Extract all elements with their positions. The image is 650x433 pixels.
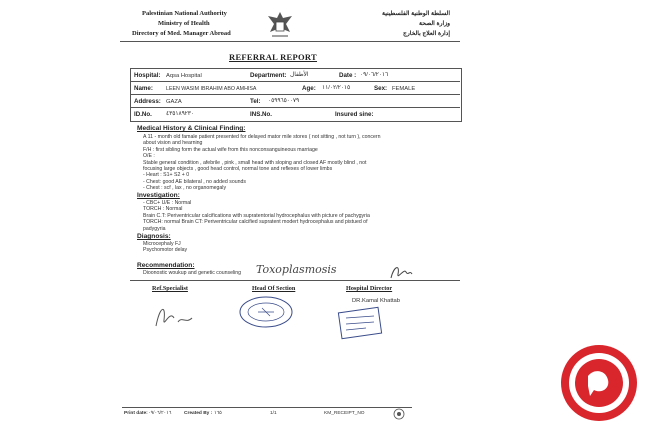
age-value: ١١/٠٢/٢٠١٥ bbox=[322, 85, 351, 91]
history-heading: Medical History & Clinical Finding: bbox=[137, 125, 246, 132]
diagnosis-text bbox=[143, 241, 343, 254]
idno-label: ID.No. bbox=[134, 111, 152, 118]
sex-value: FEMALE bbox=[392, 86, 416, 92]
page-number: 1/1 bbox=[270, 411, 277, 416]
insno-label: INS.No. bbox=[250, 111, 273, 118]
directory-en: Directory of Med. Manager Abroad bbox=[132, 30, 231, 37]
department-label: Department: bbox=[250, 72, 287, 79]
tel-label: Tel: bbox=[250, 98, 261, 105]
specialist-label: Ref.Specialist bbox=[152, 285, 188, 292]
history-line: focusing large objects , good head control, normal tone and reflexes of lower limbs bbox=[143, 166, 333, 173]
address-value: GAZA bbox=[166, 99, 182, 105]
handwritten-toxoplasmosis: Toxoplasmosis bbox=[256, 263, 337, 276]
hospital-label: Hospital: bbox=[134, 72, 161, 79]
specialist-signature-icon bbox=[150, 296, 200, 336]
report-title: REFERRAL REPORT bbox=[229, 52, 318, 62]
directory-ar: إدارة العلاج بالخارج bbox=[402, 31, 450, 37]
investigation-line: - CBC+ U/E : Normal bbox=[143, 200, 192, 206]
footer-divider bbox=[122, 407, 412, 408]
insured-label: Insured sine: bbox=[335, 111, 374, 118]
print-date-value: ٠٩/٠٦/٢٠١٦ bbox=[148, 411, 172, 416]
age-label: Age: bbox=[302, 85, 316, 92]
investigation-line: TORCH: normal Brain CT: Periventricular calcified supratent modert hydrocephalus and pistued of bbox=[143, 219, 368, 226]
diagnosis-line: Microcephaly FJ bbox=[143, 241, 181, 247]
name-label: Name: bbox=[134, 85, 153, 92]
diagnosis-heading: Diagnosis: bbox=[137, 233, 171, 240]
director-name: DR.Kamal Khattab bbox=[352, 298, 401, 304]
red-logo-icon bbox=[558, 342, 640, 424]
diagnosis-line: Psychomotor delay bbox=[143, 247, 188, 254]
print-date-label: Print date: bbox=[124, 411, 148, 416]
history-line: Stable general condition , afebrile , pink , small head with sloping and closed AF mostly blind , not bbox=[143, 159, 367, 166]
investigation-line: Brain C.T: Periventricular calcifications with supratentorial hydrocephalus with picture of pachygyria bbox=[143, 212, 370, 219]
name-value: LEEN WASIM IBRAHIM ABO AMHISA bbox=[166, 86, 257, 92]
director-label: Hospital Director bbox=[346, 285, 393, 292]
footer-logo-icon bbox=[392, 408, 406, 420]
created-by-label: Created By : bbox=[184, 411, 213, 416]
recommendation-divider bbox=[130, 280, 460, 281]
history-text bbox=[143, 134, 448, 192]
created-by-value: ١٦٥ bbox=[214, 411, 222, 416]
idno-value: ٤٣٥١٨٩٢٣٠ bbox=[166, 111, 195, 117]
sex-label: Sex: bbox=[374, 85, 388, 92]
hospital-value: Aqsa Hospital bbox=[166, 73, 202, 79]
ministry-ar: وزارة الصحة bbox=[419, 21, 450, 27]
recommendation-text: Dioonostic woukup and genetic counseling bbox=[143, 270, 242, 276]
hospital-stamp-icon bbox=[236, 292, 296, 332]
history-line: - Chest: good AE bilateral , no added sounds bbox=[143, 178, 246, 185]
investigation-heading: Investigation: bbox=[137, 192, 180, 199]
receipt-number: KM_RECEIPT_NO bbox=[324, 411, 365, 416]
director-signature-icon bbox=[388, 262, 414, 284]
authority-ar: السلطة الوطنية الفلسطينية bbox=[382, 11, 450, 17]
ministry-stamp-icon bbox=[336, 306, 384, 342]
history-line: - Heart : S1+ S2 + 0 bbox=[143, 172, 190, 179]
tel-value: ٠٥٩٩٦٥٠٠٧٩ bbox=[268, 98, 300, 104]
authority-en: Palestinian National Authority bbox=[142, 10, 227, 17]
investigation-line: padygyria bbox=[143, 225, 166, 232]
date-label: Date : bbox=[339, 72, 357, 79]
investigation-line: TORCH : Normal bbox=[143, 206, 183, 213]
date-value: ٠٩/٠٦/٢٠١٦ bbox=[360, 72, 389, 78]
address-label: Address: bbox=[134, 98, 161, 105]
ministry-en: Ministry of Health bbox=[158, 20, 210, 27]
history-line: F/H : first sibling form the actual wife from this nonconsanguineous marriage bbox=[143, 146, 318, 153]
eagle-emblem-icon bbox=[266, 10, 294, 40]
history-line: about vision and hearning bbox=[143, 140, 203, 147]
recommendation-heading: Recommendation: bbox=[137, 262, 195, 269]
investigation-text bbox=[143, 200, 448, 232]
department-value: الأطفال bbox=[290, 72, 309, 78]
history-line: - Chest : scf , lax , no organomegaly bbox=[143, 185, 227, 192]
history-line: O/E : bbox=[143, 153, 155, 160]
history-line: A 11 - month old famale patient presented for delayed mator mile stores ( not sitting , not turn ), concern bbox=[143, 134, 381, 140]
head-section-label: Head Of Section bbox=[252, 285, 296, 292]
header-divider bbox=[120, 41, 460, 42]
